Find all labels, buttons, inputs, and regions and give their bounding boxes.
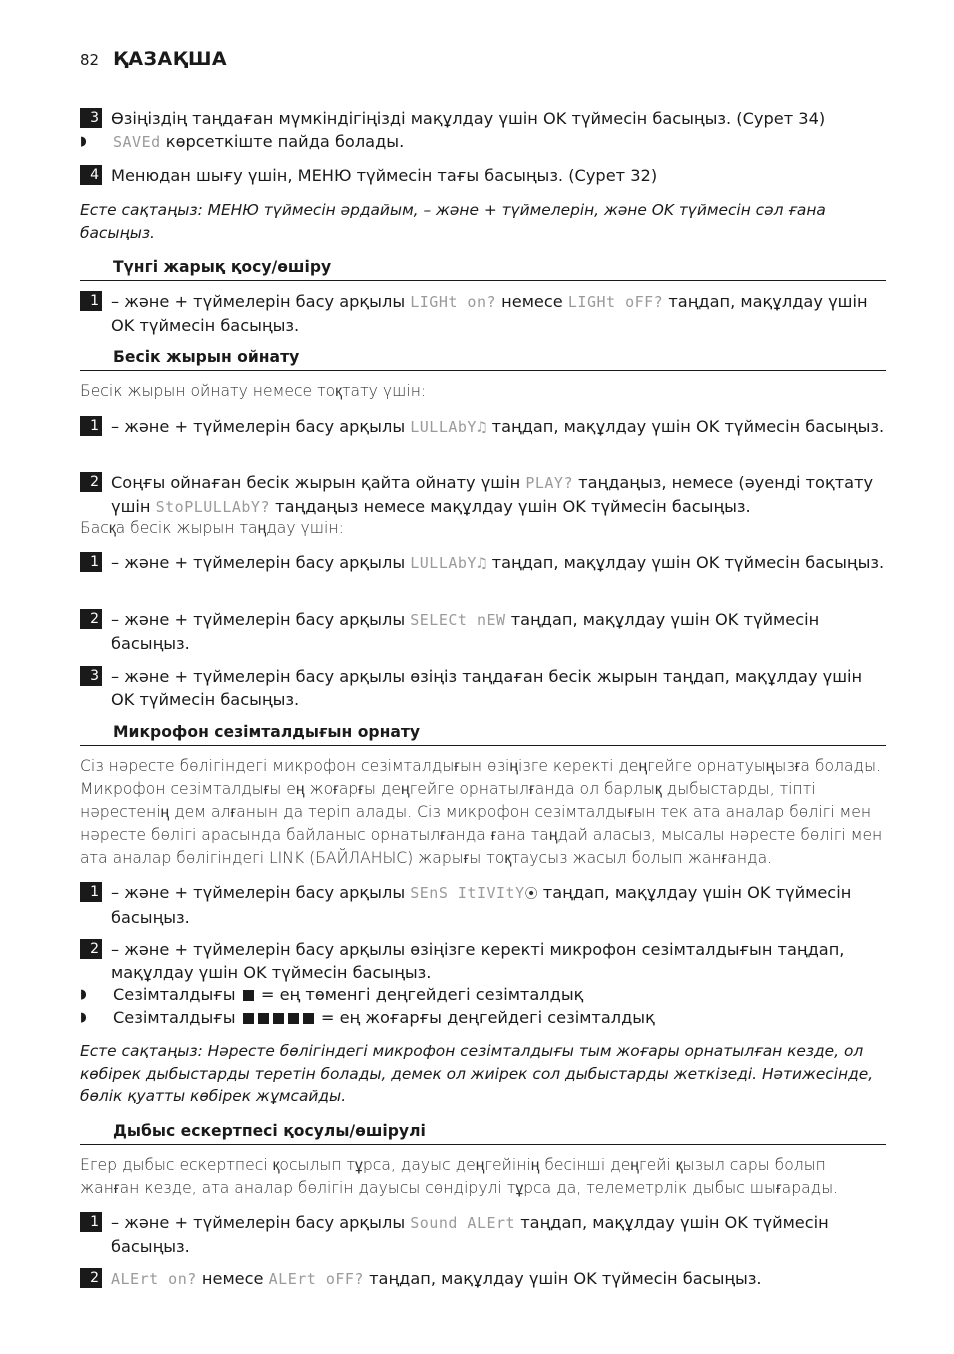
page-header <box>80 48 227 70</box>
step-number: 1 <box>80 552 102 572</box>
step-text: – және + түймелерін басу арқылы өзіңізге керекті микрофон сезімталдығын таңдап, мақұлдау үшін OK түймесін басыңыз. <box>111 940 845 982</box>
step-text: Менюдан шығу үшін, МЕНЮ түймесін тағы басыңыз. (Сурет 32) <box>111 166 658 185</box>
step-number: 2 <box>80 1268 102 1288</box>
step-1 <box>80 415 888 439</box>
step-2 <box>80 1267 888 1291</box>
lcd-text: Sound ALErt <box>410 1214 516 1232</box>
section-heading-night-light: Түнгі жарық қосу/өшіру <box>80 256 886 281</box>
step-number: 2 <box>80 609 102 629</box>
section-heading-sound-alert: Дыбыс ескертпесі қосулы/өшірулі <box>80 1120 886 1145</box>
bullet-saved <box>80 130 888 154</box>
bullet-low-sensitivity <box>80 983 888 1006</box>
step-text: таңдап, мақұлдау үшін OK түймесін басыңыз. <box>111 883 852 927</box>
bullet-icon: ◗ <box>80 1010 87 1025</box>
lcd-text: StoPLULLAbY? <box>155 498 270 516</box>
step-text: – және + түймелерін басу арқылы <box>111 553 411 572</box>
page-number: 82 <box>80 51 100 69</box>
step-text: – және + түймелерін басу арқылы <box>111 1213 411 1232</box>
step-text: таңдап, мақұлдау үшін OK түймесін басыңыз. <box>111 292 868 335</box>
lcd-text: SELECt nEW <box>410 611 506 629</box>
step-number: 3 <box>80 108 102 128</box>
level-square-icon <box>258 1013 269 1024</box>
intro-text: Басқа бесік жырын таңдау үшін: <box>80 519 344 537</box>
step-3 <box>80 665 888 711</box>
lcd-text: SAVEd <box>113 133 161 151</box>
step-number: 1 <box>80 291 102 311</box>
lcd-text: LIGHt on? <box>410 293 497 311</box>
lcd-text: LIGHt oFF? <box>567 293 664 311</box>
lcd-text: LULLAbY♫ <box>410 554 487 572</box>
step-3 <box>80 107 888 130</box>
step-number: 4 <box>80 165 102 185</box>
ear-icon: ⦿ <box>524 887 538 902</box>
step-text: немесе <box>496 292 568 311</box>
bullet-high-sensitivity <box>80 1006 888 1029</box>
step-1 <box>80 551 888 575</box>
step-text: – және + түймелерін басу арқылы <box>111 883 411 902</box>
bullet-text: = ең жоғарғы деңгейдегі сезімталдық <box>315 1008 655 1027</box>
step-2 <box>80 471 888 519</box>
bullet-text: Сезімталдығы <box>113 1008 241 1027</box>
step-2 <box>80 938 888 984</box>
step-text: таңдап, мақұлдау үшін OK түймесін басыңыз. <box>363 1269 762 1288</box>
step-text: Соңғы ойнаған бесік жырын қайта ойнату үшін <box>111 473 526 492</box>
lcd-text: ALErt on? <box>111 1270 197 1288</box>
step-number: 1 <box>80 1212 102 1232</box>
step-2 <box>80 608 888 655</box>
level-square-icon <box>273 1013 284 1024</box>
step-number: 1 <box>80 416 102 436</box>
bullet-text: Сезімталдығы <box>113 985 241 1004</box>
step-text: таңдап, мақұлдау үшін OK түймесін басыңыз. <box>486 553 885 572</box>
step-text: – және + түймелерін басу арқылы <box>111 417 411 436</box>
step-number: 3 <box>80 666 102 686</box>
lcd-text: ALErt oFF? <box>268 1270 364 1288</box>
bullet-icon: ◗ <box>80 987 87 1002</box>
step-number: 2 <box>80 939 102 959</box>
section-heading-mic-sensitivity: Микрофон сезімталдығын орнату <box>80 721 886 746</box>
alert-paragraph: Егер дыбыс ескертпесі қосылып тұрса, дауыс деңгейінің бесінші деңгейі қызыл сары болып жанған кезде, ата аналар бөлігін дауысы сөндірулі тұрса да, телеметрлік дыбыс шығарады. <box>80 1156 839 1197</box>
mic-paragraph: Сіз нәресте бөлігіндегі микрофон сезімталдығын өзіңізге керекті деңгейге орнатуыңызға болады. Микрофон сезімталдығы ең жоғарғы деңгейге орнатылғанда ол барлық дыбыстарды, тіпті нәрестенің дем алғанын да теріп алады. Сіз микрофон сезімталдығын тек ата аналар бөлігі мен нәресте бөлігі арасында байланыс орнатылғанда ғана таңдай аласыз, мысалы нәресте бөлігі мен ата аналар бөлігіндегі LINK (БАЙЛАНЫС) жарығы тоқтаусыз жасыл болып жанғанда. <box>80 757 883 867</box>
note: Есте сақтаңыз: МЕНЮ түймесін әрдайым, – және + түймелерін, және OK түймесін сәл ғана басыңыз. <box>80 201 826 242</box>
intro-text: Бесік жырын ойнату немесе тоқтату үшін: <box>80 382 427 400</box>
level-square-icon <box>303 1013 314 1024</box>
step-text: Өзіңіздің таңдаған мүмкіндігіңізді мақұлдау үшін OK түймесін басыңыз. (Сурет 34) <box>111 109 826 128</box>
lcd-text: PLAY? <box>525 474 573 492</box>
step-number: 1 <box>80 882 102 902</box>
step-text: таңдап, мақұлдау үшін OK түймесін басыңыз. <box>111 610 820 653</box>
bullet-text: көрсеткіште пайда болады. <box>160 132 405 151</box>
step-4 <box>80 164 888 187</box>
step-1 <box>80 1211 888 1258</box>
lcd-text: LULLAbY♫ <box>410 418 487 436</box>
bullet-icon: ◗ <box>80 134 87 149</box>
step-text: таңдап, мақұлдау үшін OK түймесін басыңыз. <box>111 1213 829 1256</box>
note: Есте сақтаңыз: Нәресте бөлігіндегі микрофон сезімталдығы тым жоғары орнатылған кезде, ол көбірек дыбыстарды теретін болады, демек ол жиірек сол дыбыстарды жеткізеді. Нәтижесінде, бөлік қуатты көбірек жұмсайды. <box>80 1042 874 1105</box>
section-heading-lullaby: Бесік жырын ойнату <box>80 346 886 371</box>
page-language-title: ҚАЗАҚША <box>113 48 228 70</box>
step-text: таңдаңыз, немесе (әуенді тоқтату үшін <box>111 473 874 516</box>
level-square-icon <box>288 1013 299 1024</box>
lcd-text: SEnS ItIVItY <box>410 884 525 902</box>
step-1 <box>80 290 888 337</box>
step-text: немесе <box>196 1269 269 1288</box>
bullet-text: = ең төменгі деңгейдегі сезімталдық <box>255 985 584 1004</box>
step-text: таңдап, мақұлдау үшін OK түймесін басыңыз. <box>486 417 885 436</box>
step-text: – және + түймелерін басу арқылы өзіңіз таңдаған бесік жырын таңдап, мақұлдау үшін OK түймесін басыңыз. <box>111 667 863 709</box>
step-number: 2 <box>80 472 102 492</box>
level-square-icon <box>243 1013 254 1024</box>
step-text: таңдаңыз немесе мақұлдау үшін OK түймесін басыңыз. <box>270 497 751 516</box>
step-text: – және + түймелерін басу арқылы <box>111 610 411 629</box>
level-square-icon <box>243 990 254 1001</box>
step-1 <box>80 881 888 929</box>
step-text: – және + түймелерін басу арқылы <box>111 292 411 311</box>
